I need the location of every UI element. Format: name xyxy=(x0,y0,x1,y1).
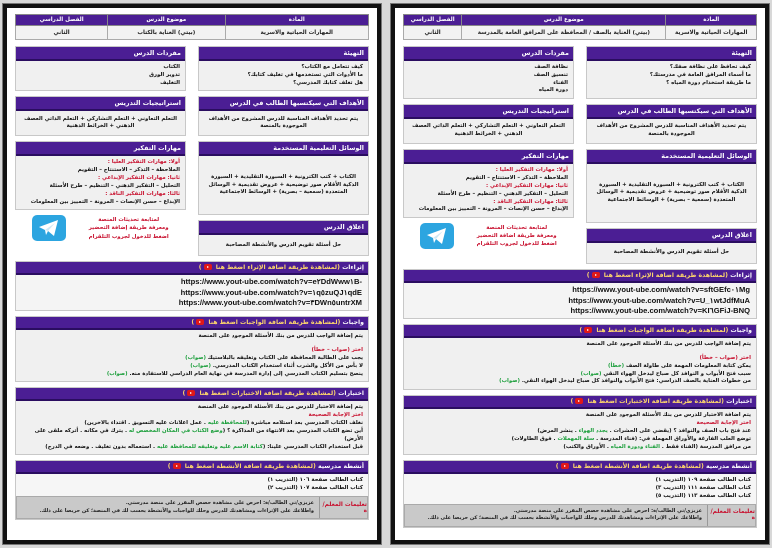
enrichment-link[interactable]: https://www.yout-ube.com/watch?v=KI٦GFiJ-BNQ xyxy=(570,305,750,315)
vocab-lines xyxy=(16,61,185,90)
activities-howto-link[interactable]: (لمشاهدة طريقة اضافة الأنشطة اضغط هنا ) xyxy=(167,463,316,471)
tools-section xyxy=(586,149,757,223)
thinking-heading-1: أولا: مهارات التفكير العليا : xyxy=(495,167,568,174)
youtube-icon[interactable] xyxy=(575,398,583,404)
notes-text xyxy=(405,505,707,526)
thinking-line-1: الملاحظة – التذكر – الاستنتاج – التقويم xyxy=(77,167,180,174)
true-false-question: يجب على الطالبة المحافظة على الكتاب وتغليفه بالبلاستيك (صواب) xyxy=(185,354,363,361)
list-item: تنسيق الصف xyxy=(533,71,568,78)
answer-badge: (صواب) xyxy=(185,354,206,361)
section-title: اختبارات (لمشاهدة طريقة اضافة الاختبارات اضغط هنا ) xyxy=(16,388,368,401)
section-title: أنشطة مدرسية (لمشاهدة طريقة اضافة الأنشطة اضغط هنا ) xyxy=(404,461,756,474)
true-false-question: ينصح بتسليم الكتاب المدرسي إلى إدارة المدرسة في نهاية العام الدراسي للاستفادة منه. (صواب) xyxy=(106,370,363,377)
section-title: الأهداف التي سيكتسبها الطالب في الدرس xyxy=(199,97,368,111)
list-item: ما الأدوات التي تستخدمها في تغليف كتابك؟ xyxy=(247,71,363,78)
correct-answer: كتابة الاسم عليه وتغليفه للمحافظة عليه xyxy=(156,443,263,450)
subject-header: المادة xyxy=(666,15,757,26)
homework-body xyxy=(16,330,368,381)
activities-howto-link[interactable]: (لمشاهدة طريقة اضافة الأنشطة اضغط هنا ) xyxy=(555,463,704,471)
true-false-question: سبب فتح الأبواب و النوافذ كل صباح ليدخل الهواء النقي (صواب) xyxy=(580,370,751,377)
tests-howto-link[interactable]: (لمشاهدة طريقة اضافة الاختبارات اضغط هنا ) xyxy=(570,398,724,406)
thinking-heading-3: ثالثا: مهارات التفكير الناقد : xyxy=(105,190,180,197)
section-title: الأهداف التي سيكتسبها الطالب في الدرس xyxy=(587,105,756,119)
homework-section xyxy=(403,324,757,390)
multiple-choice-question: أين تضع الكتاب المدرسي بعد الانتهاء من المذاكرة ؟ (وضع الكتاب في المكان المخصص له . يترك في مكانه . أتركه ملقى على الأرض) xyxy=(34,427,363,442)
thinking-heading-1: أولا: مهارات التفكير العليا : xyxy=(107,159,180,166)
strategies-text: التعلم التعاوني + التعلم التشاركي + التعلم الذاتي العصف الذهني + الخرائط الذهنية xyxy=(412,123,565,138)
list-item: كتاب الطالب صفحة ١٠٩ (التدريب ١) xyxy=(655,477,751,484)
tests-body xyxy=(16,401,368,454)
youtube-icon[interactable] xyxy=(204,264,212,270)
section-title: مفردات الدرس xyxy=(16,47,185,61)
left-col-group xyxy=(15,141,186,256)
tests-choose: اختر الإجابة الصحيحة xyxy=(696,420,751,427)
section-title: استراتيجيات التدريس xyxy=(16,97,185,111)
strategies-section xyxy=(15,96,186,136)
telegram-text[interactable] xyxy=(89,216,169,240)
tests-intro: يتم اضافة الاختبار للدرس من بنك الأسئلة الموجود على المنصة xyxy=(585,412,751,419)
answer-badge: (صواب) xyxy=(499,378,520,385)
vocab-section xyxy=(403,46,574,99)
enrichment-link[interactable]: https://www.yout-ube.com/watch?v=e٢DdWww١B- xyxy=(180,277,362,287)
term-value: الثاني xyxy=(16,26,108,40)
ithra-links[interactable] xyxy=(16,275,368,310)
true-false-question: يمكن كتابة المعلومات المهمة على طاولة الصف (خطأ) xyxy=(607,362,751,369)
homework-items xyxy=(21,355,363,378)
section-title: واجبات (لمشاهدة طريقة اضافة الواجبات اضغط هنا ) xyxy=(16,317,368,330)
closing-section xyxy=(586,228,757,264)
answer-badge: (صواب) xyxy=(580,370,602,377)
term-header: الفصل الدراسي xyxy=(16,15,108,26)
enrichment-link[interactable]: https://www.yout-ube.com/watch?v=U_١wtJdfMuA xyxy=(568,295,750,305)
tests-items xyxy=(409,428,751,451)
list-item: لمتابعة تحديثات المنصة xyxy=(486,225,548,232)
goals-text: يتم تحديد الأهداف المناسبة للدرس المشروح من الأهداف الموجودة بالمنصة xyxy=(208,115,359,130)
term-value: الثاني xyxy=(404,26,462,40)
homework-section xyxy=(15,316,369,382)
topic-header: موضوع الدرس xyxy=(108,15,225,26)
thinking-line-3: الإبداع – حسن الإنصات – المرونة – التمييز بين المعلومات xyxy=(418,206,568,213)
enrichment-link[interactable]: https://www.yout-ube.com/watch?v=٣DWn٥untrXM xyxy=(178,297,362,307)
subject-value: المهارات الحياتية والاسرية xyxy=(225,26,369,40)
multiple-choice-question: قبل استخدام الكتاب المدرسي علينا: (كتابة الاسم عليه وتغليفه للمحافظة عليه . استعماله بدون تغليف . وضعه في الدرج) xyxy=(45,443,363,450)
homework-howto-link[interactable]: (لمشاهدة طريقة اضافة الواجبات اضغط هنا ) xyxy=(579,327,729,335)
true-false-question: لا بأس من الأكل والشرب أثناء استخدام الكتاب المدرسي. (صواب) xyxy=(190,362,363,369)
vocab-section xyxy=(15,46,186,91)
thinking-heading-3: ثالثا: مهارات التفكير الناقد : xyxy=(493,198,568,205)
ithra-howto-link[interactable]: (لمشاهدة طريقة اضافة الإثراء اضغط هنا ) xyxy=(586,272,728,280)
telegram-icon[interactable] xyxy=(32,215,66,241)
homework-choose: اختر (صواب – خطأ) xyxy=(699,354,751,361)
list-item: كيف تحافظ على نظافة صفك؟ xyxy=(669,64,751,70)
subject-value: المهارات الحياتية والاسرية xyxy=(666,26,757,40)
correct-answer: سلة المهملات xyxy=(557,435,595,442)
list-item: ومعرفة طريقة اضافة التحضير xyxy=(476,233,557,240)
list-item: نظافة الصف xyxy=(534,64,568,70)
list-item: كيف تتعامل مع الكتاب؟ xyxy=(301,64,363,70)
tools-section xyxy=(198,141,369,215)
list-item: واطلاعك على الإثراءات ومشاهدتك للدرس وحلك للواجبات والأنشطة يحسب لك في المنصة؛ كن حريصا على ذلك. xyxy=(427,515,702,522)
thinking-line-1: الملاحظة – التذكر – الاستنتاج – التقويم xyxy=(465,175,568,182)
ithra-links[interactable] xyxy=(404,283,756,318)
section-title: اغلاق الدرس xyxy=(587,229,756,243)
list-item: عزيزي/تي الطالب/ة: احرص على مشاهدة حصص المقرر على منصة مدرستي. xyxy=(125,500,314,506)
tests-section xyxy=(15,387,369,455)
closing-text: حل أسئلة تقويم الدرس والأنشطة المصاحبة xyxy=(613,249,730,256)
youtube-icon[interactable] xyxy=(584,327,592,333)
tests-section xyxy=(403,395,757,455)
thinking-body xyxy=(404,164,573,217)
list-item: الفناء xyxy=(553,79,568,86)
lesson-plan-page xyxy=(391,4,769,544)
topic-value: (بيتي) العناية بالصف / المحافظة على المرافق العامة بالمدرسة xyxy=(462,26,666,40)
notes-label: تعليمات المعلم/ة xyxy=(707,505,755,526)
section-title: استراتيجيات التدريس xyxy=(404,105,573,119)
homework-choose: اختر (صواب – خطأ) xyxy=(311,347,363,354)
thinking-section xyxy=(403,149,574,218)
list-item: كتاب الطالب صفحة ١١٣ (التدريب ٥) xyxy=(655,493,751,499)
thinking-line-2: التحليل – التفكير الذهني – التنظيم – طرح الأسئلة xyxy=(437,190,568,197)
list-item: كتاب الطالب صفحة ١٠٦ (التدريب ١) xyxy=(267,477,363,484)
thinking-section xyxy=(15,141,186,210)
youtube-icon[interactable] xyxy=(196,319,204,325)
thinking-heading-2: ثانيا: مهارات التفكير الإبداعي : xyxy=(97,175,180,182)
intro-section xyxy=(198,46,369,91)
multiple-choice-question: توضع العلب الفارغة والأوراق المهملة في: (فناء المدرسة . سلة المهملات . فوق الطاولات) xyxy=(511,435,751,442)
section-title: مهارات التفكير xyxy=(16,142,185,156)
telegram-promo[interactable] xyxy=(15,213,186,243)
section-title: اختبارات (لمشاهدة طريقة اضافة الاختبارات اضغط هنا ) xyxy=(404,396,756,409)
intro-section xyxy=(586,46,757,99)
answer-badge: (خطأ) xyxy=(607,362,625,369)
list-item: واطلاعك على الإثراءات ومشاهدتك للدرس وحلك للواجبات والأنشطة يحسب لك في المنصة؛ كن حريصا على ذلك. xyxy=(39,507,314,514)
topic-value: (بيتي) العناية بالكتاب xyxy=(108,26,225,40)
list-item: عزيزي/تي الطالب/ة: احرص على مشاهدة حصص المقرر على منصة مدرستي. xyxy=(513,507,702,514)
list-item: لمتابعة تحديثات المنصة xyxy=(98,217,160,224)
section-title: الوسائل التعليمية المستخدمة xyxy=(199,142,368,156)
list-item: دورة المياه xyxy=(538,87,568,94)
answer-badge: (صواب) xyxy=(106,370,128,377)
notes-label: تعليمات المعلم/ة xyxy=(319,497,367,518)
activities-section xyxy=(403,460,757,527)
teacher-notes xyxy=(404,504,756,527)
lesson-header-table xyxy=(15,14,369,40)
multiple-choice-question: عند فتح باب الصف والنوافذ ؟ (يقضي على الحشرات . يجدد الهواء . ينشر المرض) xyxy=(537,427,751,434)
notes-text xyxy=(17,497,319,518)
telegram-icon[interactable] xyxy=(420,223,454,249)
section-title: أنشطة مدرسية (لمشاهدة طريقة اضافة الأنشطة اضغط هنا ) xyxy=(16,461,368,474)
term-header: الفصل الدراسي xyxy=(404,15,462,26)
thinking-line-2: التحليل – التفكير الذهني – التنظيم – طرح الأسئلة xyxy=(49,182,180,189)
youtube-icon[interactable] xyxy=(592,272,600,278)
strategies-section xyxy=(403,104,574,144)
list-item: ومعرفة طريقة إضافة التحضير xyxy=(88,225,169,232)
section-title: الوسائل التعليمية المستخدمة xyxy=(587,150,756,164)
ithra-section xyxy=(15,261,369,311)
tests-body xyxy=(404,409,756,454)
lesson-plan-page xyxy=(3,4,381,544)
list-item: هل تغلف كتابك المدرسي؟ xyxy=(293,79,363,86)
homework-intro: يتم إضافة الواجب للدرس من بنك الأسئلة الموجود على المنصة xyxy=(586,341,751,348)
multiple-choice-question: من مرافق المدرسة (الفناء فقط . الفناء ودورة المياه . الأوراق والكتب) xyxy=(563,443,751,450)
telegram-text[interactable] xyxy=(477,224,557,248)
thinking-line-3: الإبداع – حسن الإنصات – المرونة – التمييز بين المعلومات xyxy=(30,198,180,205)
tools-text: الكتاب + كتب الكترونية + السبورة التقليدية + السبورة الذكية الأقلام صور توضيحية + عروض تقديمية + الوسائل المتعددة (سمعية – بصرية) + الوسائط الاجتماعية xyxy=(208,173,359,196)
goals-text: يتم تحديد الأهداف المناسبة للدرس المشروح من الأهداف الموجودة بالمنصة xyxy=(596,123,747,138)
homework-items xyxy=(409,363,751,386)
section-title: إثراءات (لمشاهدة طريقة اضافة الإثراء اضغط هنا ) xyxy=(404,270,756,283)
intro-lines xyxy=(199,61,368,90)
right-col-group xyxy=(198,141,369,256)
teacher-notes xyxy=(16,496,368,519)
closing-text: حل أسئلة تقويم الدرس والأنشطة المصاحبة xyxy=(225,241,342,248)
list-item: التغليف xyxy=(160,79,180,86)
youtube-icon[interactable] xyxy=(187,390,195,396)
homework-howto-link[interactable]: (لمشاهدة طريقة اضافة الواجبات اضغط هنا ) xyxy=(191,319,341,327)
section-title: مفردات الدرس xyxy=(404,47,573,61)
right-col-group xyxy=(586,149,757,264)
section-title: إثراءات (لمشاهدة طريقة اضافة الإثراء اضغط هنا ) xyxy=(16,262,368,275)
tests-items xyxy=(21,420,363,451)
thinking-body xyxy=(16,156,185,209)
goals-section xyxy=(198,96,369,136)
intro-lines xyxy=(587,61,756,90)
lesson-header-table xyxy=(403,14,757,40)
thinking-heading-2: ثانيا: مهارات التفكير الإبداعي : xyxy=(485,182,568,189)
goals-section xyxy=(586,104,757,144)
section-title: التهيئة xyxy=(199,47,368,61)
activities-lines xyxy=(16,474,368,496)
homework-body xyxy=(404,338,756,389)
activities-section xyxy=(15,460,369,520)
correct-answer: الفناء ودورة المياه xyxy=(610,443,660,450)
ithra-section xyxy=(403,269,757,319)
tests-intro: يتم إضافة الاختبار للدرس من بنك الأسئلة الموجود على المنصة xyxy=(197,404,363,411)
list-item: اضغط للدخول لجروب التلقرام xyxy=(476,241,557,248)
youtube-icon[interactable] xyxy=(173,463,181,469)
tests-howto-link[interactable]: (لمشاهدة طريقة اضافة الاختبارات اضغط هنا ) xyxy=(182,390,336,398)
correct-answer: يجدد الهواء xyxy=(578,427,608,434)
activities-lines xyxy=(404,474,756,503)
list-item: كتاب الطالب صفحة ١١١ (التدريب ٣) xyxy=(655,485,751,492)
answer-badge: (صواب) xyxy=(190,362,211,369)
subject-header: المادة xyxy=(225,15,369,26)
correct-answer: وضع الكتاب في المكان المخصص له xyxy=(128,427,223,434)
topic-header: موضوع الدرس xyxy=(462,15,666,26)
list-item: الكتاب xyxy=(163,64,180,70)
multiple-choice-question: نغلف الكتاب المدرسي بعد استلامه مباشرة (للمحافظة عليه . عمل اعلانات عليه التسويق . اقتداء بالاخرين) xyxy=(84,420,363,427)
tests-choose: اختر الإجابة الصحيحة xyxy=(308,412,363,419)
section-title: واجبات (لمشاهدة طريقة اضافة الواجبات اضغط هنا ) xyxy=(404,325,756,338)
section-title: اغلاق الدرس xyxy=(199,221,368,235)
list-item: كتاب الطالب صفحة ١٠٧ (التدريب ٢) xyxy=(267,485,363,492)
strategies-text: التعلم التعاوني + التعلم التشاركي + التعلم الذاتي العصف الذهني + الخرائط الذهنية xyxy=(24,115,177,130)
list-item: ما طريقة استخدام دورة المياه ؟ xyxy=(666,79,751,86)
tools-text: الكتاب + كتب الكترونية + السبورة التقليدية + السبورة الذكية الأقلام صور توضيحية + عروض تقديمية + الوسائل المتعددة (سمعية – بصرية) + الوسائط الاجتماعية xyxy=(596,181,747,204)
telegram-promo[interactable] xyxy=(403,221,574,251)
section-title: مهارات التفكير xyxy=(404,150,573,164)
youtube-icon[interactable] xyxy=(561,463,569,469)
list-item: تدوير الورق xyxy=(149,71,180,78)
ithra-howto-link[interactable]: (لمشاهدة طريقة اضافة الإثراء اضغط هنا ) xyxy=(198,264,340,272)
true-false-question: من خطوات العناية بالصف الدراسي: فتح الأبواب والنوافذ كل صباح ليدخل الهواء النقي. (صواب) xyxy=(499,378,751,385)
enrichment-link[interactable]: https://www.yout-ube.com/watch?v=١q٥zuQJ١qdE xyxy=(180,287,362,297)
list-item: ما أسماء المرافق العامة في مدرستك؟ xyxy=(649,71,751,78)
vocab-lines xyxy=(404,61,573,98)
left-col-group xyxy=(403,149,574,264)
homework-intro: يتم إضافة الواجب للدرس من بنك الأسئلة الموجود على المنصة xyxy=(198,333,363,340)
section-title: التهيئة xyxy=(587,47,756,61)
closing-section xyxy=(198,220,369,256)
enrichment-link[interactable]: https://www.yout-ube.com/watch?v=sftGEfc٠١Mg xyxy=(572,285,750,295)
list-item: اضغط للدخول لجروب التلقرام xyxy=(88,233,169,240)
correct-answer: للمحافظة عليه xyxy=(207,420,247,427)
